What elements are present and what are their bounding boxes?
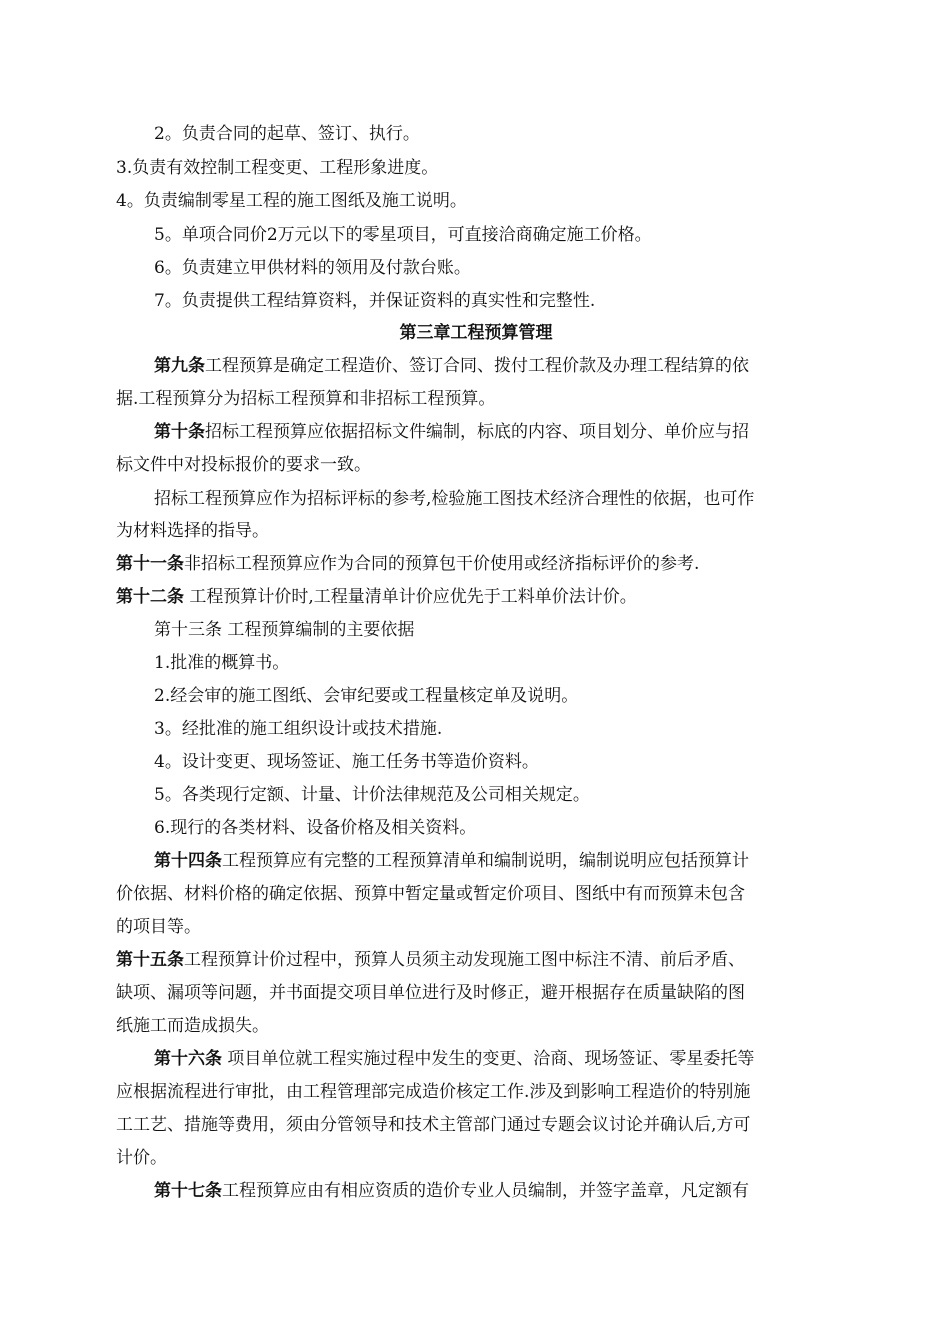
article-10-line-1: 第十条招标工程预算应依据招标文件编制，标底的内容、项目划分、单价应与招	[154, 422, 749, 442]
article-15-line-3: 纸施工而造成损失。	[116, 1016, 269, 1036]
article-11-label: 第十一条	[116, 554, 184, 574]
basis-item-3: 3。经批准的施工组织设计或技术措施.	[154, 719, 443, 739]
duty-item-2: 2。负责合同的起草、签订、执行。	[154, 124, 420, 144]
article-10-line-2: 标文件中对投标报价的要求一致。	[116, 455, 371, 475]
article-14-line-1: 第十四条工程预算应有完整的工程预算清单和编制说明，编制说明应包括预算计	[154, 851, 749, 871]
article-16-line-1: 第十六条 项目单位就工程实施过程中发生的变更、洽商、现场签证、零星委托等	[154, 1049, 755, 1069]
bid-paragraph-line-2: 为材料选择的指导。	[116, 521, 269, 541]
duty-item-4: 4。负责编制零星工程的施工图纸及施工说明。	[116, 191, 467, 211]
article-16-line-4: 计价。	[116, 1148, 167, 1168]
basis-item-1: 1.批准的概算书。	[154, 653, 290, 673]
article-16-line-2: 应根据流程进行审批，由工程管理部完成造价核定工作.涉及到影响工程造价的特别施	[116, 1082, 751, 1102]
duty-item-3: 3.负责有效控制工程变更、工程形象进度。	[116, 158, 439, 178]
article-10-label: 第十条	[154, 422, 205, 442]
basis-item-5: 5。各类现行定额、计量、计价法律规范及公司相关规定。	[154, 785, 590, 805]
article-15-label: 第十五条	[116, 950, 184, 970]
bid-paragraph-line-1: 招标工程预算应作为招标评标的参考,检验施工图技术经济合理性的依据，也可作	[154, 489, 755, 509]
article-14-line-3: 的项目等。	[116, 917, 201, 937]
article-9-label: 第九条	[154, 356, 205, 376]
duty-item-6: 6。负责建立甲供材料的领用及付款台账。	[154, 258, 471, 278]
article-14-line-2: 价依据、材料价格的确定依据、预算中暂定量或暂定价项目、图纸中有而预算未包含	[116, 884, 745, 904]
article-12-label: 第十二条	[116, 587, 184, 607]
article-16-line-3: 工工艺、措施等费用，须由分管领导和技术主管部门通过专题会议讨论并确认后,方可	[116, 1115, 751, 1135]
article-17-label: 第十七条	[154, 1181, 222, 1201]
article-16-label: 第十六条	[154, 1049, 222, 1069]
article-14-label: 第十四条	[154, 851, 222, 871]
basis-item-4: 4。设计变更、现场签证、施工任务书等造价资料。	[154, 752, 539, 772]
article-12: 第十二条 工程预算计价时,工程量清单计价应优先于工料单价法计价。	[116, 587, 637, 607]
duty-item-7: 7。负责提供工程结算资料，并保证资料的真实性和完整性.	[154, 291, 596, 311]
chapter-title: 第三章工程预算管理	[399, 323, 553, 343]
article-15-line-2: 缺项、漏项等问题，并书面提交项目单位进行及时修正，避开根据存在质量缺陷的图	[116, 983, 745, 1003]
article-13: 第十三条 工程预算编制的主要依据	[154, 620, 415, 640]
article-9-line-1: 第九条工程预算是确定工程造价、签订合同、拨付工程价款及办理工程结算的依	[154, 356, 749, 376]
article-11: 第十一条非招标工程预算应作为合同的预算包干价使用或经济指标评价的参考.	[116, 554, 700, 574]
duty-item-5: 5。单项合同价2万元以下的零星项目，可直接洽商确定施工价格。	[154, 225, 652, 245]
basis-item-6: 6.现行的各类材料、设备价格及相关资料。	[154, 818, 477, 838]
article-13-label: 第十三条	[154, 620, 222, 640]
article-9-line-2: 据.工程预算分为招标工程预算和非招标工程预算。	[116, 389, 496, 409]
article-17-line-1: 第十七条工程预算应由有相应资质的造价专业人员编制，并签字盖章，凡定额有	[154, 1181, 749, 1201]
basis-item-2: 2.经会审的施工图纸、会审纪要或工程量核定单及说明。	[154, 686, 579, 706]
article-15-line-1: 第十五条工程预算计价过程中，预算人员须主动发现施工图中标注不清、前后矛盾、	[116, 950, 745, 970]
